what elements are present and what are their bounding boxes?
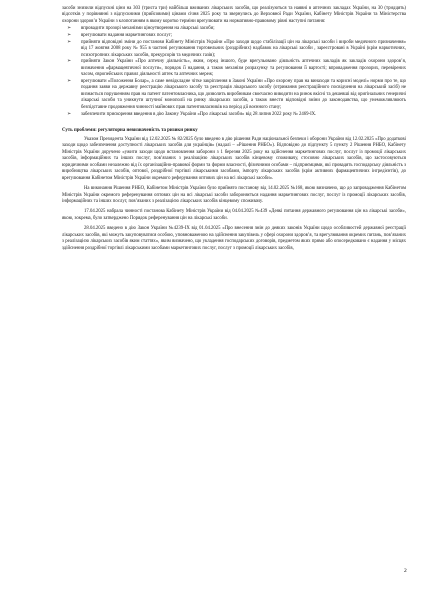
list-item-text: забезпечити прискорення введення в дію Закону України «Про лікарські засоби» від 28 липня 2022 року № 2469-IX. xyxy=(81,111,317,117)
list-item-text: прийняти Закон України «Про аптечну діяльність», яким, серед іншого, буде врегульовано діяльність аптечних закладів як закладів охорони здоров’я, визначення «фармацевтичної послуги», порядок її надання, а також механізм розрахунку та регулювання її вартості; впровадження прозорих, перевірених часом, європейських правил діяльності аптек та аптечних мереж; xyxy=(81,59,406,78)
list-item xyxy=(62,112,406,118)
list-item-text: прийняти відповідні зміни до постанови Кабінету Міністрів України «Про заходи щодо стабілізації цін на лікарські засоби і вироби медичного призначення» від 17 жовтня 2008 року № 955 в частині регулювання торговельних (роздрібних) надбавок на лікарські засоби , зареєстровані в Україні (крім наркотичних, психотропних лікарських засобів, прекурсорів та медичних газів); xyxy=(81,39,406,58)
section-heading: Суть проблеми: регуляторна невизначеність та ризики ринку xyxy=(62,127,198,133)
body-paragraph: 17.04.2025 набрала чинності постанова Кабінету Міністрів України від 04.04.2025 №439 «Деякі питання державного регулювання цін на лікарські засоби», якою, зокрема, було затверджено Порядок референування цін на лікарські засоби. xyxy=(62,209,406,221)
body-paragraph: Указом Президента України від 12.02.2025 № 82/2025 було введено в дію рішення Ради національної безпеки і оборони України від 12.02.2025 «Про додаткові заходи щодо забезпечення доступності лікарських засобів для українців» (надалі – «Рішення РНБО»). Відповідно до підпункту 5 пункту 2 Рішення РНБО, Кабінету Міністрів України доручено «ужити заходи щодо встановлення заборони з 1 березня 2025 року на здійснення маркетингових послуг, послуг із промоції лікарських засобів, інформаційних та інших послуг, пов’язаних з реалізацією лікарських засобів кінцевому споживачу, стосовно лікарських засобів, що застосовуються юридичними особами незалежно від їх організаційно-правової форми та форми власності, фізичними особами – підприємцями, які провадять господарську діяльність з виробництва лікарських засобів, оптової, роздрібної торгівлі лікарськими засобами, імпорту лікарських засобів (крім активних фармацевтичних інгредієнтів), до врегулювання Кабінетом Міністрів України окремого реферування оптових цін на всі лікарські засоби». xyxy=(62,136,406,181)
list-item-text: врегулювати «Положення Болар», а саме невідкладне чітке закріплення в Законі України «Про охорону прав на винаходи та корисні моделі» норми про те, що подання заяви на державну реєстрацію лікарського засобу та реєстрація лікарського засобу (отримання реєстраційного посвідчення на лікарський засіб) не визнається порушенням прав на патент патентовласника, що дозволить виробникам своєчасно виводити на ринок вкісні та дешевші від оригінальних генеричні лікарські засоби та уникнути штучної монополії на ринку лікарських засобів, а також внести відповідні зміни до законодавства, що унеможливлюють безпідставне продовження чинності майнових прав патентовласників на період дії воєнного стану; xyxy=(81,78,406,110)
bullet-icon: ➢ xyxy=(67,111,72,117)
bullet-icon: ➢ xyxy=(67,32,72,38)
requests-list xyxy=(62,26,406,118)
intro-paragraph: засоби знизили відпускні ціни на 303 (триста три) найбільш вживаних лікарських засобів, що реалізуються та наявні в аптечних закладах України, на 30 (тридцять) відсотків у порівнянні з відпускними (прийсовими) цінами січня 2025 року та звернулись до Верховної Ради України, Кабінету Міністрів України та Міністерства охорони здоров’я України з клопотанням в якому коротко терміни врегулювати на нормативно-правовому рівні наступні питання: xyxy=(62,6,406,24)
body-paragraph: На виконання Рішення РНБО, Кабінетом Міністрів України було прийнято постанову від 14.02.2025 №168, якою визначено, що до запровадження Кабінетом Міністрів України окремого референування оптових цін на всі лікарські засоби забороняється надання маркетингових послуг, послуг із промоції лікарських засобів, інформаційних та інших послуг, пов’язаних з реалізацією лікарських засобів кінцевому споживачу. xyxy=(62,186,406,205)
list-item xyxy=(62,40,406,59)
bullet-icon: ➢ xyxy=(67,39,72,45)
list-item-text: врегулювати надання маркетингових послуг; xyxy=(81,32,172,38)
page-number: 2 xyxy=(404,568,407,574)
bullet-icon: ➢ xyxy=(67,26,72,32)
body-paragraph: 28.04.2025 введено в дію Закон України №4239-IX від 01.04.2025 «Про внесення змін до деяких законів України щодо особливостей державної реєстрації лікарських засобів, які можуть закуповуватися особою, уповноваженою на здійснення закупівель у сфері охорони здоров’я, та врегулювання окремих питань, пов’язаних з реалізацією лікарських засобів яким статтях», яким визначено, що укладення господарських договорів, предметом яких прямо або опосередковано є надання у місцях здійснення роздрібної торгівлі лікарськими засобами маркетингових послуг, послуг з промоції лікарських засобів, xyxy=(62,226,406,251)
list-item-text: впровадити прозорі механізми ціноутворення на лікарські засоби; xyxy=(81,26,215,32)
bullet-icon: ➢ xyxy=(67,78,72,84)
list-item xyxy=(62,26,406,32)
list-item xyxy=(62,33,406,39)
bullet-icon: ➢ xyxy=(67,59,72,65)
list-item xyxy=(62,59,406,78)
list-item xyxy=(62,79,406,111)
